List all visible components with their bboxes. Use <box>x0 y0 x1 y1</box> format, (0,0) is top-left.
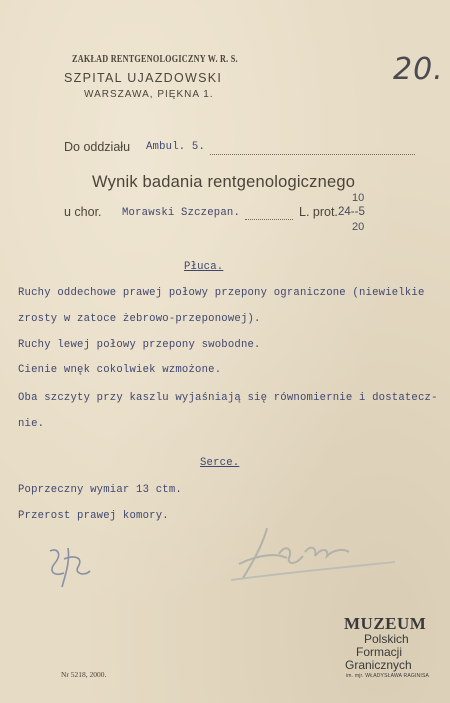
lungs-line-5: Oba szczyty przy kaszlu wyjaśniają się równomiernie i dostatecz- <box>18 392 438 404</box>
museum-stamp-line-3: Formacji <box>356 645 403 659</box>
lungs-line-1: Ruchy oddechowe prawej połowy przepony ograniczone (niewielkie <box>18 287 425 299</box>
lungs-line-4: Cienie wnęk cokolwiek wzmożone. <box>18 364 222 376</box>
lungs-line-3: Ruchy lewej połowy przepony swobodne. <box>18 339 261 351</box>
handwritten-page-number: 20. <box>393 52 444 87</box>
lungs-heading: Płuca. <box>184 261 224 273</box>
protocol-top-number: 10 <box>352 192 365 204</box>
hospital-address: WARSZAWA, PIĘKNA 1. <box>84 89 214 100</box>
lungs-line-6: nie. <box>18 418 45 430</box>
patient-label: u chor. <box>64 205 102 219</box>
initials-scribble <box>40 543 95 593</box>
department-label: Do oddziału <box>64 140 131 154</box>
lungs-line-2: zrosty w zatoce żebrowo-przeponowej). <box>18 313 261 325</box>
museum-stamp-line-2: Polskich <box>364 632 409 646</box>
protocol-label: L. prot. <box>299 205 338 219</box>
museum-stamp-line-1: MUZEUM <box>344 614 427 633</box>
institution-name: ZAKŁAD RENTGENOLOGICZNY W. R. S. <box>72 54 238 65</box>
signature <box>225 518 405 590</box>
heart-line-1: Poprzeczny wymiar 13 ctm. <box>18 484 182 496</box>
heart-heading: Serce. <box>200 457 240 469</box>
protocol-value: 24--5 <box>338 206 365 218</box>
patient-name: Morawski Szczepan. <box>122 207 241 219</box>
department-dotted-line <box>210 154 415 155</box>
department-value: Ambul. 5. <box>146 141 206 153</box>
hospital-name: SZPITAL UJAZDOWSKI <box>64 71 223 85</box>
protocol-bottom-number: 20 <box>352 221 365 233</box>
document-title: Wynik badania rentgenologicznego <box>92 173 356 191</box>
heart-line-2: Przerost prawej komory. <box>18 510 169 522</box>
form-number: Nr 5218, 2000. <box>61 670 107 679</box>
patient-dotted-line <box>245 219 293 220</box>
museum-stamp-line-4: Granicznych <box>345 658 412 672</box>
museum-stamp-line-5: im. mjr. WŁADYSŁAWA RAGINISA <box>346 673 430 679</box>
